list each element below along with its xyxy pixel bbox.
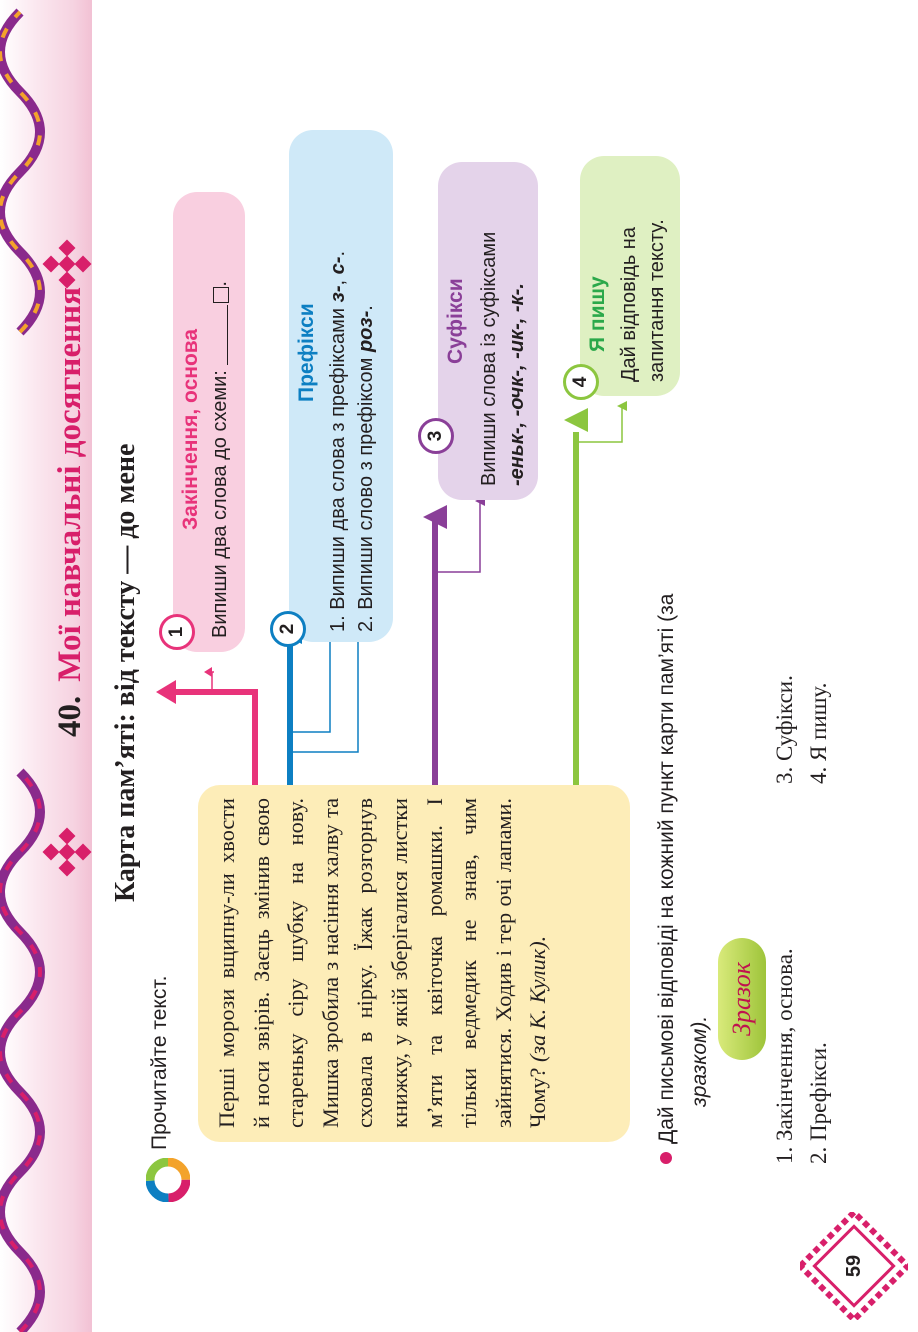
scheme-box-icon <box>213 287 229 303</box>
task-text-2: зразком). <box>688 1015 711 1107</box>
bullet-icon <box>660 1152 672 1164</box>
answer-3: 3. Суфікси. <box>772 675 797 784</box>
badge-1: 1 <box>159 614 195 650</box>
box-3-title: Суфікси <box>444 278 467 364</box>
box-4-line-1: Дай відповідь на <box>618 227 640 382</box>
chapter-number: 40. <box>52 695 88 737</box>
mindmap-box-3 <box>438 162 538 500</box>
chapter-name: Мої навчальні досягнення <box>52 287 88 682</box>
reading-text-body: Перші морози вщипну-ли хвости й носи звірів. Заєць змінив свою стареньку сіру шубку на нову. Мишка зробила з насіння халву та сховала в нірку. Їжак розгорнув книжку, у якій зберігалися листки м’яти та квіточка ромашки. І тільки ведмедик не знав, чим зайнятися. Ходив і тер очі лапами. Чому? <box>214 798 551 1128</box>
section-title: Карта пам’яті: від тексту — до мене <box>110 443 141 902</box>
badge-4: 4 <box>563 364 599 400</box>
mindmap-box-2 <box>289 130 393 642</box>
badge-3: 3 <box>418 418 454 454</box>
box-1-text: Випиши два слова до схеми: . <box>209 281 231 638</box>
connector-1 <box>172 692 255 785</box>
arrow-4-icon <box>564 408 588 432</box>
badge-2: 2 <box>270 611 306 647</box>
answer-4: 4. Я пишу. <box>806 682 831 784</box>
box-3-line-2: -еньк-, -очк-, -ик-, -к-. <box>506 283 528 486</box>
box-1-title: Закінчення, основа <box>179 328 202 530</box>
mindmap-box-1 <box>173 192 245 652</box>
arrow-1-icon <box>156 680 176 704</box>
mindmap-box-4 <box>580 156 680 396</box>
task-text: Дай письмові відповіді на кожний пункт карти пам’яті (за <box>655 593 678 1144</box>
box-4-line-2: запитання тексту. <box>646 219 668 382</box>
page-number: 59 <box>843 1254 865 1278</box>
box-2-line-1: 1. Випиши два слова з префіксами з-, с-. <box>327 250 349 632</box>
instruction: Прочитайте текст. <box>148 975 171 1150</box>
reading-text-author: (за К. Кулик). <box>525 935 551 1063</box>
box-3-line-1: Випиши слова із суфіксами <box>478 231 500 486</box>
answer-2: 2. Префікси. <box>806 1042 831 1164</box>
box-4-title: Я пишу <box>586 276 609 352</box>
box-2-title: Префікси <box>295 303 318 402</box>
blank-line <box>213 305 228 365</box>
answer-1: 1. Закінчення, основа. <box>772 948 797 1164</box>
sample-label: Зразок <box>718 938 766 1060</box>
box-2-line-2: 2. Випиши слово з префіксом роз-. <box>355 305 377 632</box>
